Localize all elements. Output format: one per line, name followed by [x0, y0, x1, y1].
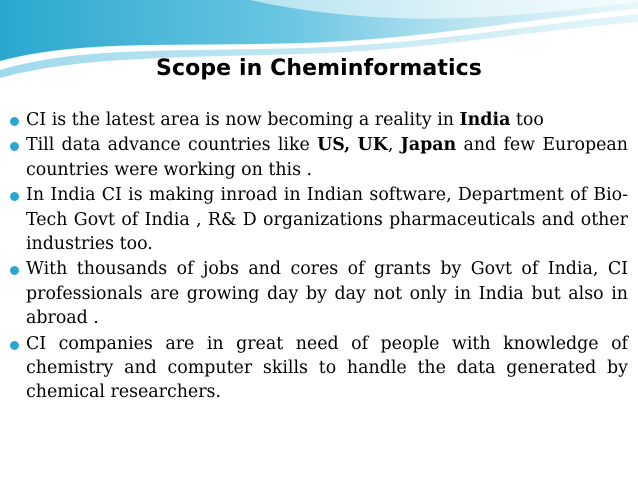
bullet-emphasis-text: India — [459, 110, 511, 130]
bullet-item — [10, 183, 628, 256]
bullet-item — [10, 332, 628, 405]
bullet-text: too — [510, 110, 544, 130]
slide-title: Scope in Cheminformatics — [156, 56, 482, 81]
bullet-dot-icon — [10, 117, 19, 126]
bullet-text: and few European countries were working on this . — [26, 135, 629, 180]
bullet-text: CI companies are in great need of people with knowledge of chemistry and computer skills to handle the data generated by chemical researchers. — [26, 333, 628, 403]
bullet-text: CI is the latest area is now becoming a reality in — [26, 110, 460, 130]
bullet-list — [10, 108, 628, 406]
bullet-emphasis-text: US, — [317, 135, 351, 156]
bullet-emphasis-text: UK — [357, 135, 388, 156]
bullet-dot-icon — [10, 266, 19, 275]
bullet-emphasis-text: Japan — [400, 135, 457, 156]
bullet-text: In India CI is making inroad in Indian software, Department of Bio-Tech Govt of India , R& D organizations pharmaceuticals and other industries too. — [26, 185, 628, 255]
bullet-item — [10, 133, 628, 182]
bullet-dot-icon — [10, 192, 19, 201]
bullet-text: , — [387, 135, 401, 156]
bullet-item — [10, 108, 628, 132]
bullet-text: Till data advance countries like — [26, 135, 318, 156]
bullet-text — [350, 135, 357, 155]
bullet-dot-icon — [10, 142, 19, 151]
bullet-text: With thousands of jobs and cores of grants by Govt of India, CI professionals are growing day by day not only in India but also in abroad . — [26, 259, 628, 329]
bullet-dot-icon — [10, 341, 19, 350]
bullet-item — [10, 257, 628, 330]
